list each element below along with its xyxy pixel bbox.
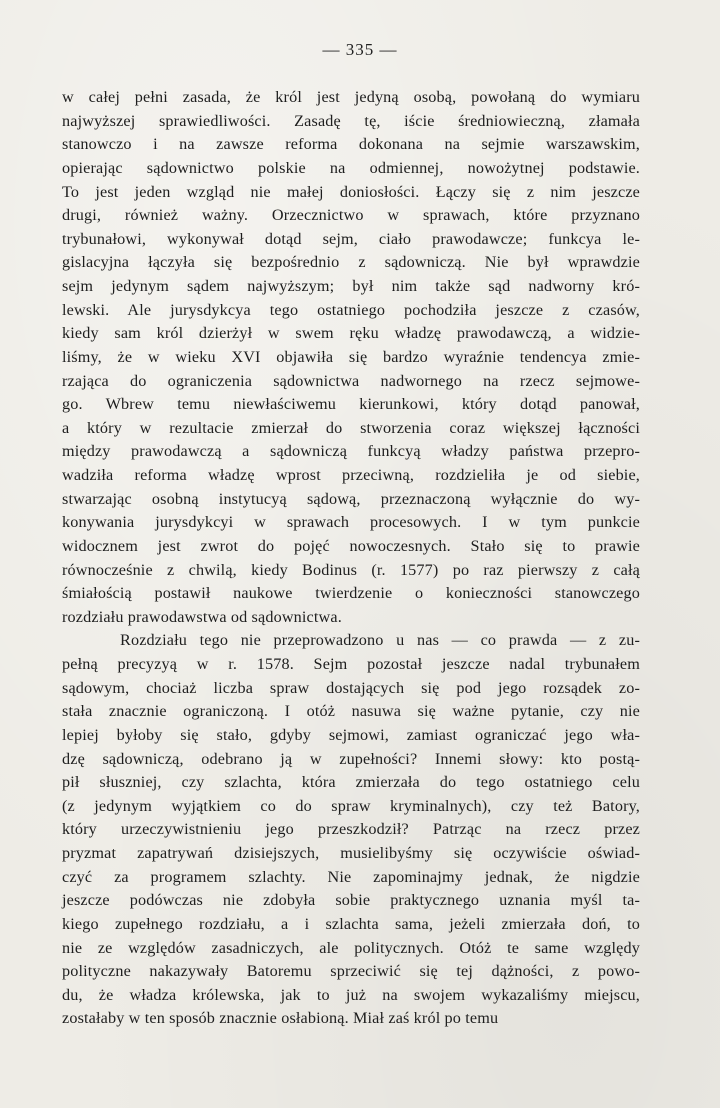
text-line: konywania jurysdykcyi w sprawach procesowych. I w tym punkcie — [62, 513, 640, 532]
text-line: drugi, również ważny. Orzecznictwo w sprawach, które przyznano — [62, 206, 640, 225]
text-line: lewski. Ale jurysdykcya tego ostatniego pochodziła jeszcze z czasów, — [62, 300, 640, 319]
text-line: najwyższej sprawiedliwości. Zasadę tę, iście średniowieczną, złamała — [62, 111, 640, 130]
text-line: go. Wbrew temu niewłaściwemu kierunkowi, który dotąd panował, — [62, 395, 640, 414]
paragraph-2 — [62, 629, 640, 1031]
text-line: kiedy sam król dzierżył w swem ręku władzę prawodawczą, a widzie- — [62, 324, 640, 343]
text-line: zostałaby w ten sposób znacznie osłabioną. Miał zaś król po temu — [62, 1009, 499, 1028]
text-line: Rozdziału tego nie przeprowadzono u nas — co prawda — z zu- — [120, 631, 640, 650]
text-line: śmiałością postawił naukowe twierdzenie o konieczności stanowczego — [62, 584, 640, 603]
text-line: stanowczo i na zawsze reforma dokonana na sejmie warszawskim, — [62, 135, 640, 154]
text-line: gislacyjna łączyła się bezpośrednio z sądowniczą. Nie był wprawdzie — [62, 253, 640, 272]
text-line: rozdziału prawodawstwa od sądownictwa. — [62, 607, 342, 626]
text-line: dzę sądowniczą, odebrano ją w zupełności? Innemi słowy: kto postą- — [62, 749, 640, 768]
text-line: sądowym, chociaż liczba spraw dostających się pod jego rozsądek zo- — [62, 678, 640, 697]
text-line: opierając sądownictwo polskie na odmiennej, nowożytnej podstawie. — [62, 158, 640, 177]
text-line: pełną precyzyą w r. 1578. Sejm pozostał jeszcze nadal trybunałem — [62, 655, 640, 673]
text-line: widocznem jest zwrot do pojęć nowoczesnych. Stało się to prawie — [62, 536, 640, 555]
text-line: To jest jeden wzgląd nie małej doniosłości. Łączy się z nim jeszcze — [62, 182, 640, 201]
text-line: czyć za programem szlachty. Nie zapominajmy jednak, że nigdzie — [62, 867, 640, 886]
page-number: — 335 — — [322, 40, 398, 59]
text-line: kiego zupełnego rozdziału, a i szlachta sama, jeżeli zmierzała doń, to — [62, 914, 640, 933]
paragraph-1 — [62, 86, 640, 629]
text-line: w całej pełni zasada, że król jest jedyną osobą, powołaną do wymiaru — [62, 88, 640, 106]
text-line: między prawodawczą a sądowniczą funkcyą władzy państwa przepro- — [62, 442, 640, 461]
text-line: pił słuszniej, czy szlachta, która zmierzała do tego ostatniego celu — [62, 773, 640, 792]
body-text — [62, 86, 640, 1031]
text-line: polityczne nakazywały Batoremu sprzeciwić się tej dążności, z powo- — [62, 962, 640, 981]
text-line: rzająca do ograniczenia sądownictwa nadwornego na rzecz sejmowe- — [62, 371, 640, 390]
text-line: równocześnie z chwilą, kiedy Bodinus (r. 1577) po raz pierwszy z całą — [62, 560, 640, 579]
text-line: du, że władza królewska, jak to już na swojem wykazaliśmy miejscu, — [62, 985, 640, 1004]
text-line: sejm jedynym sądem najwyższym; był nim także sąd nadworny kró- — [62, 277, 640, 295]
text-line: jeszcze podówczas nie zdobyła sobie praktycznego uznania myśl ta- — [62, 891, 640, 910]
text-line: liśmy, że w wieku XVI objawiła się bardzo wyraźnie tendencya zmie- — [62, 347, 640, 366]
text-line: który urzeczywistnieniu jego przeszkodził? Patrząc na rzecz przez — [62, 820, 640, 839]
text-line: a który w rezultacie zmierzał do stworzenia coraz większej łączności — [62, 418, 640, 437]
text-line: lepiej byłoby się stało, gdyby sejmowi, zamiast ograniczać jego wła- — [62, 725, 640, 744]
text-line: nie ze względów zasadniczych, ale politycznych. Otóż te same względy — [62, 938, 640, 957]
text-line: pryzmat zapatrywań dzisiejszych, musielibyśmy się oczywiście oświad- — [62, 844, 640, 862]
text-line: stała znacznie ograniczoną. I otóż nasuwa się ważne pytanie, czy nie — [62, 702, 640, 721]
text-line: trybunałowi, wykonywał dotąd sejm, ciało prawodawcze; funkcya le- — [62, 229, 640, 248]
text-line: (z jedynym wyjątkiem co do spraw kryminalnych), czy też Batory, — [62, 796, 640, 815]
text-line: stwarzając osobną instytucyą sądową, przeznaczoną wyłącznie do wy- — [62, 489, 640, 508]
text-line: wadziła reforma władzę wprost przeciwną, rozdzieliła je od siebie, — [62, 466, 640, 484]
